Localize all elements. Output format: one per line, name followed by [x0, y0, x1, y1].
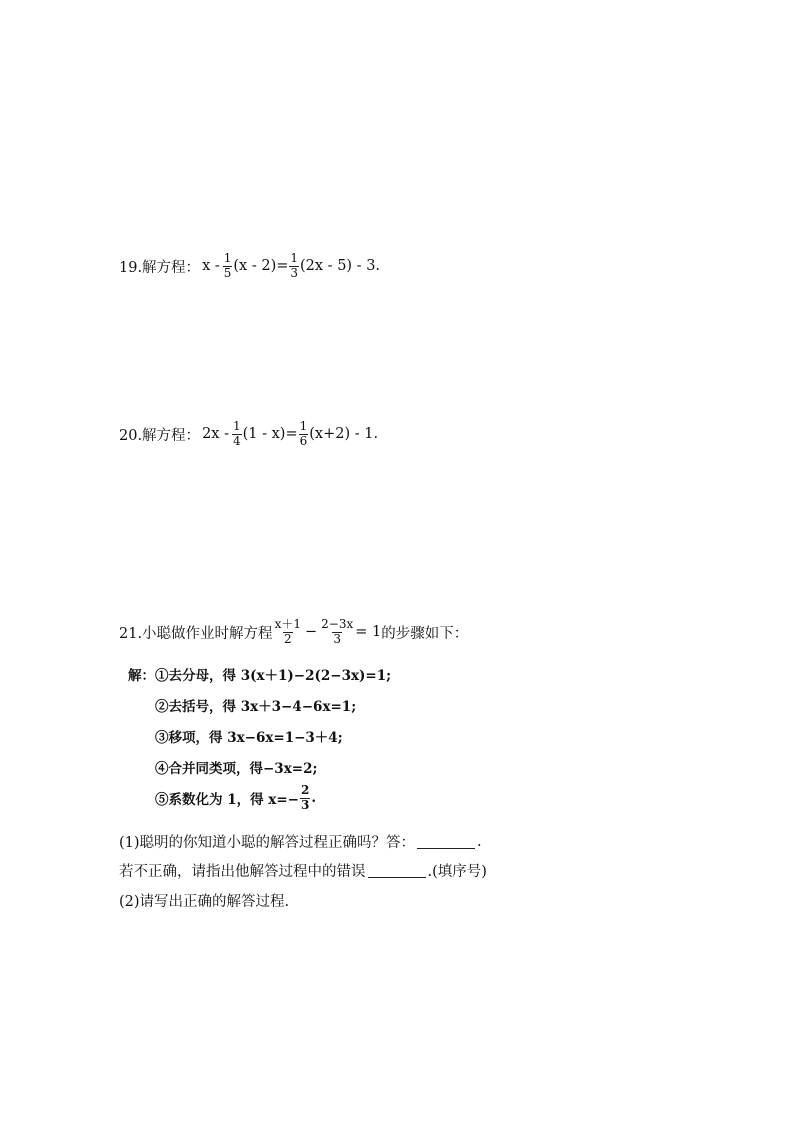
q19-f1-numerator: 1 — [223, 251, 232, 265]
question-20 — [119, 420, 378, 449]
question-19 — [119, 252, 380, 281]
step5-numerator: 2 — [300, 783, 310, 797]
solution-step-2: ②去括号，得 3x＋3−4−6x=1; — [155, 699, 357, 715]
q20-fraction-2 — [299, 420, 309, 449]
step5-suffix: . — [311, 790, 317, 807]
step5-fraction — [300, 784, 310, 813]
answer-blank-1[interactable] — [417, 847, 475, 849]
part2-text: (2)请写出正确的解答过程. — [119, 894, 290, 910]
solution-step-4: ④合并同类项，得−3x=2; — [155, 761, 318, 777]
q21-f2-denominator: 3 — [333, 631, 341, 646]
q21-equals: = 1 — [355, 624, 382, 641]
q19-end: (2x - 5) - 3. — [300, 258, 381, 275]
part1-text: (1)聪明的你知道小聪的解答过程正确吗？答： — [119, 835, 416, 851]
q19-f2-denominator: 3 — [290, 265, 299, 280]
q19-lhs-start: x - — [202, 258, 220, 275]
q21-f2-numerator: 2−3x — [321, 617, 354, 631]
q21-label: 21.小聪做作业时解方程 — [119, 625, 273, 642]
part-1b-question — [119, 860, 487, 881]
q21-tail: 的步骤如下： — [381, 625, 469, 642]
q20-fraction-1 — [232, 420, 242, 449]
q19-fraction-2 — [289, 252, 299, 281]
part-1-question — [119, 831, 482, 852]
step5-prefix: ⑤系数化为 1，得 x=− — [155, 792, 299, 809]
q19-f1-denominator: 5 — [223, 265, 232, 280]
q20-f1-denominator: 4 — [232, 433, 241, 448]
q20-label: 20.解方程： — [119, 427, 201, 444]
part-2-question — [119, 890, 289, 911]
part1b-text: 若不正确，请指出他解答过程中的错误 — [119, 864, 366, 880]
part1b-end: .(填序号) — [427, 864, 487, 880]
q20-end: (x+2) - 1. — [309, 426, 379, 443]
question-21 — [119, 618, 468, 647]
q19-label: 19.解方程： — [119, 259, 201, 276]
q20-mid: (1 - x)= — [242, 426, 298, 443]
q20-f2-denominator: 6 — [299, 433, 308, 448]
q21-f1-denominator: 2 — [283, 631, 292, 646]
q21-fraction-1 — [274, 618, 302, 647]
q21-f1-numerator: x＋1 — [274, 617, 301, 631]
solution-step-5 — [155, 784, 316, 813]
q20-f2-numerator: 1 — [299, 419, 308, 433]
q19-fraction-1 — [223, 252, 233, 281]
q21-minus: − — [304, 624, 318, 641]
q20-lhs-start: 2x - — [202, 426, 229, 443]
part1-end: . — [477, 833, 482, 850]
answer-blank-2[interactable] — [368, 876, 426, 878]
solution-step-3: ③移项，得 3x−6x=1−3＋4; — [155, 730, 343, 746]
step5-denominator: 3 — [300, 797, 310, 812]
q19-mid: (x - 2)= — [233, 258, 289, 275]
q19-f2-numerator: 1 — [290, 251, 299, 265]
q20-f1-numerator: 1 — [232, 419, 241, 433]
q21-fraction-2 — [320, 618, 354, 647]
solution-step-1: 解：①去分母，得 3(x＋1)−2(2−3x)=1; — [128, 668, 392, 684]
